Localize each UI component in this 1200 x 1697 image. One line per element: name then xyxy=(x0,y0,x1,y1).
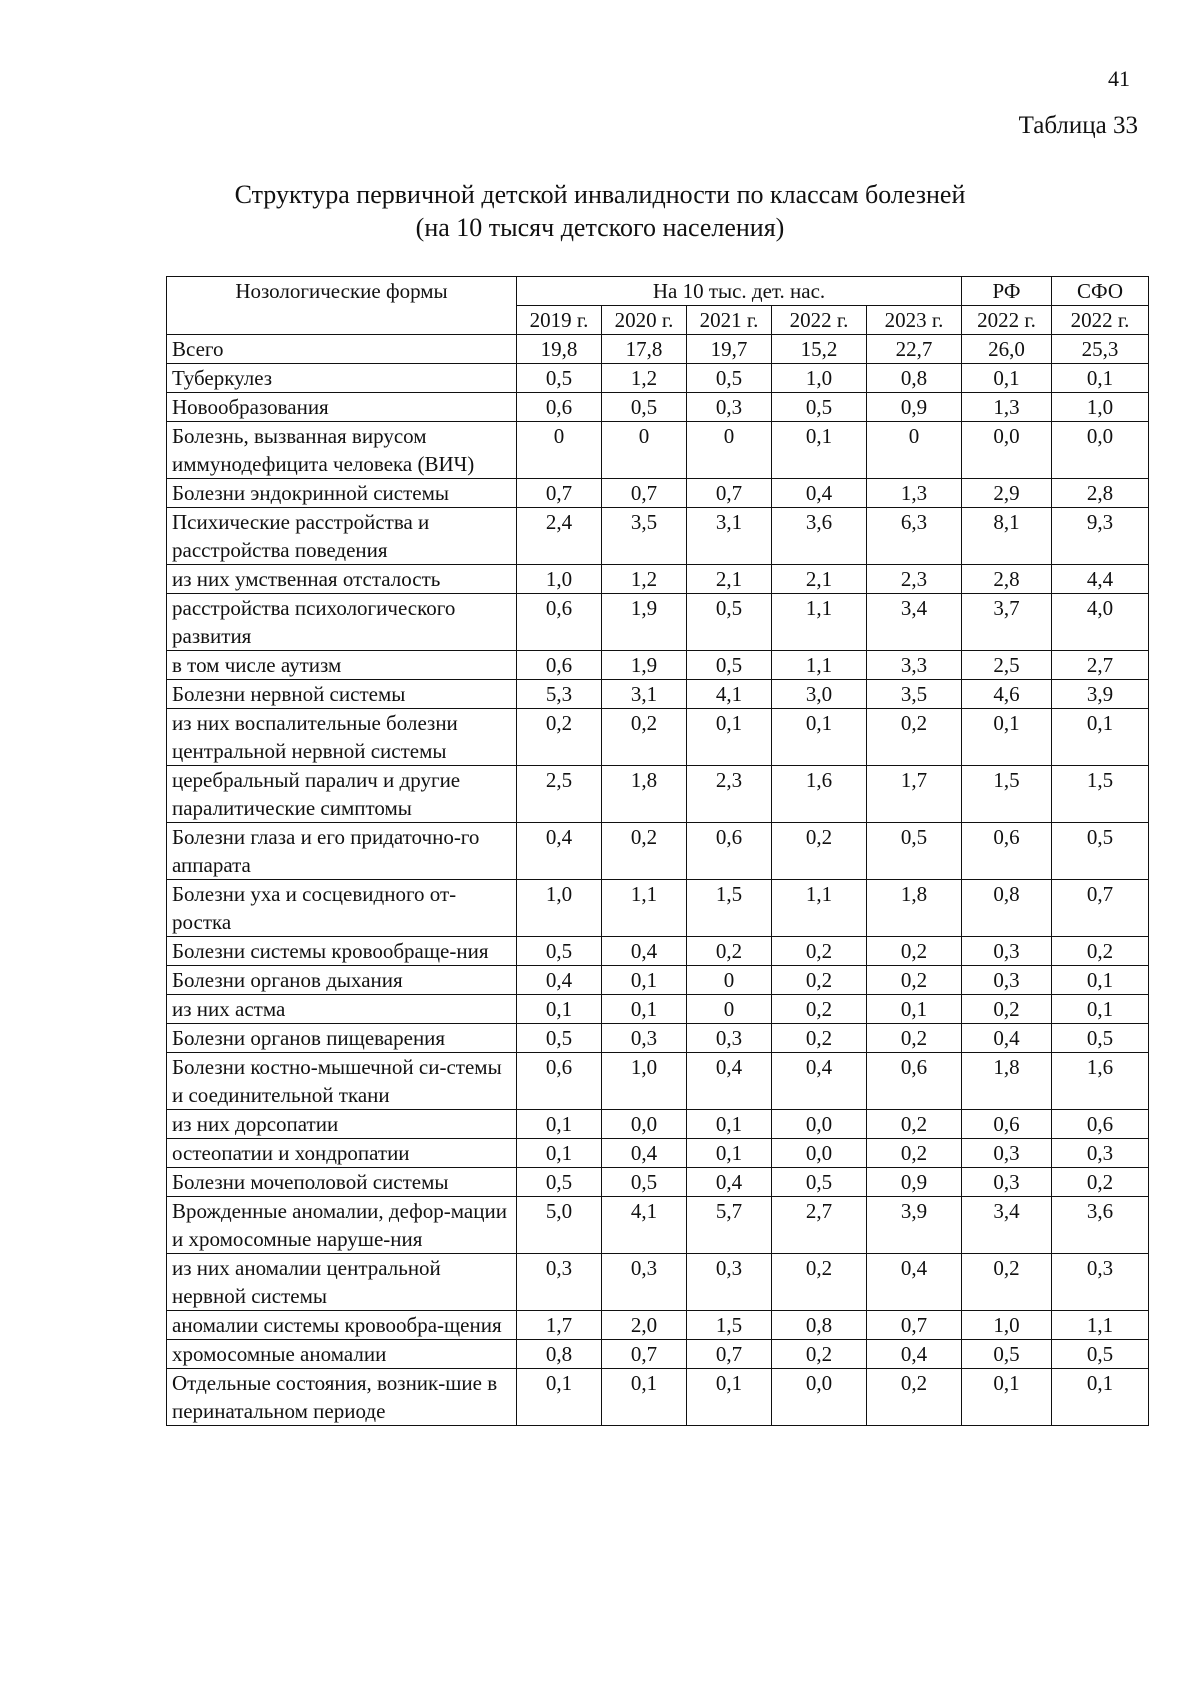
row-value: 0,6 xyxy=(962,1110,1052,1139)
table-row xyxy=(167,995,1149,1024)
row-label: из них дорсопатии xyxy=(167,1110,517,1139)
table-row xyxy=(167,479,1149,508)
row-value: 0,1 xyxy=(867,995,962,1024)
row-value: 0,2 xyxy=(1052,1168,1149,1197)
row-value: 2,0 xyxy=(602,1311,687,1340)
row-value: 3,3 xyxy=(867,651,962,680)
table-row xyxy=(167,1024,1149,1053)
row-label: Болезни органов дыхания xyxy=(167,966,517,995)
row-value: 0,5 xyxy=(687,594,772,651)
row-value: 1,0 xyxy=(772,364,867,393)
row-value: 0,4 xyxy=(517,966,602,995)
row-value: 3,0 xyxy=(772,680,867,709)
row-value: 0,2 xyxy=(772,995,867,1024)
row-value: 0,7 xyxy=(867,1311,962,1340)
row-value: 1,1 xyxy=(772,651,867,680)
row-value: 0 xyxy=(867,422,962,479)
row-value: 0,1 xyxy=(1052,709,1149,766)
row-value: 0,1 xyxy=(687,1139,772,1168)
row-value: 0,3 xyxy=(962,937,1052,966)
table-row xyxy=(167,1311,1149,1340)
row-value: 1,8 xyxy=(602,766,687,823)
row-label: из них аномалии центральной нервной системы xyxy=(167,1254,517,1311)
row-value: 0,3 xyxy=(602,1254,687,1311)
row-label: Туберкулез xyxy=(167,364,517,393)
row-value: 3,4 xyxy=(867,594,962,651)
row-value: 1,3 xyxy=(962,393,1052,422)
table-row xyxy=(167,937,1149,966)
row-value: 9,3 xyxy=(1052,508,1149,565)
row-label: Болезни костно-мышечной си-стемы и соединительной ткани xyxy=(167,1053,517,1110)
row-value: 3,6 xyxy=(1052,1197,1149,1254)
row-value: 1,7 xyxy=(517,1311,602,1340)
table-label: Таблица 33 xyxy=(1018,112,1138,139)
row-value: 3,5 xyxy=(602,508,687,565)
row-value: 0,5 xyxy=(1052,823,1149,880)
table-row xyxy=(167,1369,1149,1426)
row-value: 0,3 xyxy=(962,1168,1052,1197)
row-value: 0,4 xyxy=(772,1053,867,1110)
row-value: 0,3 xyxy=(962,1139,1052,1168)
row-value: 0,3 xyxy=(687,1254,772,1311)
row-value: 0,7 xyxy=(602,479,687,508)
row-value: 0,0 xyxy=(962,422,1052,479)
row-value: 1,0 xyxy=(517,565,602,594)
row-value: 0,5 xyxy=(602,393,687,422)
row-value: 3,1 xyxy=(687,508,772,565)
row-value: 3,1 xyxy=(602,680,687,709)
row-label: Болезни мочеполовой системы xyxy=(167,1168,517,1197)
row-value: 2,8 xyxy=(962,565,1052,594)
row-label: из них астма xyxy=(167,995,517,1024)
row-value: 0,5 xyxy=(687,364,772,393)
row-value: 0,6 xyxy=(1052,1110,1149,1139)
row-value: 0,0 xyxy=(772,1110,867,1139)
row-value: 1,0 xyxy=(602,1053,687,1110)
row-value: 0,0 xyxy=(772,1139,867,1168)
row-value: 2,7 xyxy=(1052,651,1149,680)
row-label: Новообразования xyxy=(167,393,517,422)
row-label: Болезни эндокринной системы xyxy=(167,479,517,508)
row-value: 0,4 xyxy=(602,1139,687,1168)
row-value: 2,5 xyxy=(962,651,1052,680)
row-value: 0,1 xyxy=(1052,995,1149,1024)
row-value: 0,2 xyxy=(602,709,687,766)
row-value: 0,1 xyxy=(602,995,687,1024)
table-row xyxy=(167,1110,1149,1139)
row-label: аномалии системы кровообра-щения xyxy=(167,1311,517,1340)
row-label: Болезни органов пищеварения xyxy=(167,1024,517,1053)
row-value: 15,2 xyxy=(772,335,867,364)
row-value: 0,3 xyxy=(687,1024,772,1053)
row-value: 1,0 xyxy=(1052,393,1149,422)
row-value: 0,3 xyxy=(517,1254,602,1311)
row-value: 3,5 xyxy=(867,680,962,709)
row-label: из них умственная отсталость xyxy=(167,565,517,594)
disability-table xyxy=(166,276,1149,1426)
row-label: Болезни системы кровообраще-ния xyxy=(167,937,517,966)
row-label: Болезнь, вызванная вирусом иммунодефицита человека (ВИЧ) xyxy=(167,422,517,479)
row-value: 25,3 xyxy=(1052,335,1149,364)
row-value: 0,6 xyxy=(517,594,602,651)
row-value: 0,0 xyxy=(602,1110,687,1139)
table-row xyxy=(167,1197,1149,1254)
row-value: 0,3 xyxy=(602,1024,687,1053)
row-value: 4,4 xyxy=(1052,565,1149,594)
row-value: 0,2 xyxy=(867,1110,962,1139)
row-value: 0,2 xyxy=(867,1024,962,1053)
row-value: 1,6 xyxy=(772,766,867,823)
row-value: 1,5 xyxy=(687,1311,772,1340)
row-value: 2,1 xyxy=(687,565,772,594)
row-value: 1,1 xyxy=(1052,1311,1149,1340)
row-value: 2,1 xyxy=(772,565,867,594)
row-label: Отдельные состояния, возник-шие в перинатальном периоде xyxy=(167,1369,517,1426)
row-value: 0,2 xyxy=(772,1024,867,1053)
row-label: Врожденные аномалии, дефор-мации и хромосомные наруше-ния xyxy=(167,1197,517,1254)
row-value: 0 xyxy=(687,422,772,479)
row-label: в том числе аутизм xyxy=(167,651,517,680)
row-value: 0,1 xyxy=(517,1110,602,1139)
row-value: 5,7 xyxy=(687,1197,772,1254)
row-value: 0,8 xyxy=(517,1340,602,1369)
row-value: 0,5 xyxy=(1052,1340,1149,1369)
table-row xyxy=(167,651,1149,680)
row-label: остеопатии и хондропатии xyxy=(167,1139,517,1168)
row-value: 0,2 xyxy=(772,823,867,880)
row-value: 2,4 xyxy=(517,508,602,565)
row-value: 1,1 xyxy=(772,594,867,651)
table-row xyxy=(167,565,1149,594)
row-value: 0,5 xyxy=(602,1168,687,1197)
row-value: 0,5 xyxy=(772,393,867,422)
row-value: 0,9 xyxy=(867,1168,962,1197)
row-value: 22,7 xyxy=(867,335,962,364)
row-value: 1,0 xyxy=(962,1311,1052,1340)
row-value: 0 xyxy=(517,422,602,479)
row-value: 8,1 xyxy=(962,508,1052,565)
row-value: 0,3 xyxy=(962,966,1052,995)
row-value: 1,8 xyxy=(962,1053,1052,1110)
table-row xyxy=(167,880,1149,937)
row-value: 0,4 xyxy=(602,937,687,966)
row-value: 1,5 xyxy=(962,766,1052,823)
row-value: 4,1 xyxy=(602,1197,687,1254)
row-value: 1,9 xyxy=(602,594,687,651)
row-value: 1,6 xyxy=(1052,1053,1149,1110)
row-value: 0,1 xyxy=(1052,1369,1149,1426)
row-value: 0,1 xyxy=(962,1369,1052,1426)
row-value: 0,1 xyxy=(517,1369,602,1426)
row-label: церебральный паралич и другие паралитические симптомы xyxy=(167,766,517,823)
row-value: 0,2 xyxy=(772,1254,867,1311)
row-value: 0,2 xyxy=(962,1254,1052,1311)
row-value: 0,1 xyxy=(517,995,602,1024)
row-value: 0,2 xyxy=(867,1369,962,1426)
row-value: 0,2 xyxy=(962,995,1052,1024)
row-value: 0,3 xyxy=(687,393,772,422)
table-title xyxy=(0,178,1200,244)
row-value: 0,2 xyxy=(517,709,602,766)
row-value: 4,6 xyxy=(962,680,1052,709)
header-year: 2022 г. xyxy=(962,306,1052,335)
row-value: 0,1 xyxy=(602,1369,687,1426)
row-value: 0,6 xyxy=(517,393,602,422)
row-value: 0,2 xyxy=(867,709,962,766)
row-value: 0,2 xyxy=(1052,937,1149,966)
row-value: 0,4 xyxy=(772,479,867,508)
table-row xyxy=(167,766,1149,823)
row-value: 0,4 xyxy=(517,823,602,880)
row-value: 0,4 xyxy=(687,1168,772,1197)
row-value: 0,1 xyxy=(687,1369,772,1426)
row-value: 0,8 xyxy=(772,1311,867,1340)
row-value: 0,7 xyxy=(687,479,772,508)
table-row xyxy=(167,1139,1149,1168)
table-row xyxy=(167,1168,1149,1197)
row-value: 26,0 xyxy=(962,335,1052,364)
row-value: 0,5 xyxy=(517,1024,602,1053)
row-value: 0,7 xyxy=(602,1340,687,1369)
row-value: 0,5 xyxy=(517,364,602,393)
row-value: 1,2 xyxy=(602,364,687,393)
row-value: 0,1 xyxy=(1052,966,1149,995)
row-value: 0,6 xyxy=(517,651,602,680)
row-value: 0 xyxy=(687,966,772,995)
row-value: 4,0 xyxy=(1052,594,1149,651)
header-year: 2023 г. xyxy=(867,306,962,335)
row-value: 3,9 xyxy=(1052,680,1149,709)
header-per10k-group: На 10 тыс. дет. нас. xyxy=(517,277,962,306)
table-row xyxy=(167,709,1149,766)
header-year: 2022 г. xyxy=(772,306,867,335)
row-value: 0,1 xyxy=(687,709,772,766)
row-label: хромосомные аномалии xyxy=(167,1340,517,1369)
row-value: 0,2 xyxy=(772,937,867,966)
row-label: из них воспалительные болезни центральной нервной системы xyxy=(167,709,517,766)
table-row xyxy=(167,335,1149,364)
table-row xyxy=(167,364,1149,393)
row-value: 0 xyxy=(687,995,772,1024)
header-year: 2021 г. xyxy=(687,306,772,335)
row-label: Болезни уха и сосцевидного от-ростка xyxy=(167,880,517,937)
row-value: 1,7 xyxy=(867,766,962,823)
row-value: 0,7 xyxy=(1052,880,1149,937)
row-value: 1,3 xyxy=(867,479,962,508)
row-value: 0,4 xyxy=(687,1053,772,1110)
row-value: 0,0 xyxy=(772,1369,867,1426)
row-value: 1,9 xyxy=(602,651,687,680)
row-value: 1,5 xyxy=(1052,766,1149,823)
row-value: 0,8 xyxy=(962,880,1052,937)
row-value: 0,1 xyxy=(1052,364,1149,393)
row-value: 2,9 xyxy=(962,479,1052,508)
row-value: 0,2 xyxy=(867,966,962,995)
row-value: 0,1 xyxy=(687,1110,772,1139)
row-value: 5,0 xyxy=(517,1197,602,1254)
header-year: 2019 г. xyxy=(517,306,602,335)
title-line-1: Структура первичной детской инвалидности по классам болезней xyxy=(234,180,966,209)
row-value: 0,7 xyxy=(687,1340,772,1369)
row-value: 3,6 xyxy=(772,508,867,565)
table-row xyxy=(167,422,1149,479)
row-value: 0,1 xyxy=(962,364,1052,393)
row-value: 19,8 xyxy=(517,335,602,364)
row-value: 0,5 xyxy=(517,937,602,966)
row-value: 0,1 xyxy=(772,709,867,766)
table-row xyxy=(167,1053,1149,1110)
header-rf: РФ xyxy=(962,277,1052,306)
row-value: 2,5 xyxy=(517,766,602,823)
row-value: 6,3 xyxy=(867,508,962,565)
row-value: 0,2 xyxy=(602,823,687,880)
row-label: Болезни глаза и его придаточно-го аппарата xyxy=(167,823,517,880)
row-value: 0,2 xyxy=(772,1340,867,1369)
row-value: 0,0 xyxy=(1052,422,1149,479)
row-value: 0,5 xyxy=(1052,1024,1149,1053)
table-row xyxy=(167,393,1149,422)
row-value: 5,3 xyxy=(517,680,602,709)
row-value: 1,8 xyxy=(867,880,962,937)
row-value: 0,5 xyxy=(687,651,772,680)
row-value: 0,4 xyxy=(867,1254,962,1311)
row-value: 2,7 xyxy=(772,1197,867,1254)
table-row xyxy=(167,508,1149,565)
row-value: 3,9 xyxy=(867,1197,962,1254)
row-value: 0,2 xyxy=(772,966,867,995)
row-value: 0,1 xyxy=(772,422,867,479)
table-row xyxy=(167,680,1149,709)
table-row xyxy=(167,1254,1149,1311)
header-year: 2022 г. xyxy=(1052,306,1149,335)
table-row xyxy=(167,594,1149,651)
row-value: 0,5 xyxy=(517,1168,602,1197)
table-row xyxy=(167,823,1149,880)
row-value: 4,1 xyxy=(687,680,772,709)
row-value: 0,5 xyxy=(772,1168,867,1197)
row-label: Болезни нервной системы xyxy=(167,680,517,709)
row-value: 0,1 xyxy=(517,1139,602,1168)
row-value: 0,5 xyxy=(867,823,962,880)
row-value: 3,7 xyxy=(962,594,1052,651)
row-value: 3,4 xyxy=(962,1197,1052,1254)
row-value: 0,3 xyxy=(1052,1254,1149,1311)
row-value: 0,1 xyxy=(962,709,1052,766)
row-value: 0,9 xyxy=(867,393,962,422)
row-label: Всего xyxy=(167,335,517,364)
row-value: 0,4 xyxy=(962,1024,1052,1053)
row-value: 1,2 xyxy=(602,565,687,594)
row-value: 0,1 xyxy=(602,966,687,995)
page-number: 41 xyxy=(1108,66,1130,91)
row-value: 0,6 xyxy=(517,1053,602,1110)
row-value: 1,1 xyxy=(602,880,687,937)
row-value: 0,2 xyxy=(687,937,772,966)
row-value: 0,5 xyxy=(962,1340,1052,1369)
row-value: 0,7 xyxy=(517,479,602,508)
row-value: 0,3 xyxy=(1052,1139,1149,1168)
row-value: 19,7 xyxy=(687,335,772,364)
header-year: 2020 г. xyxy=(602,306,687,335)
header-sfo: СФО xyxy=(1052,277,1149,306)
row-value: 2,3 xyxy=(687,766,772,823)
table-body xyxy=(167,335,1149,1426)
row-value: 0,8 xyxy=(867,364,962,393)
row-value: 0,6 xyxy=(962,823,1052,880)
row-value: 2,8 xyxy=(1052,479,1149,508)
title-line-2: (на 10 тысяч детского населения) xyxy=(415,213,785,242)
row-value: 1,1 xyxy=(772,880,867,937)
row-value: 1,0 xyxy=(517,880,602,937)
row-value: 0,6 xyxy=(867,1053,962,1110)
row-value: 0,6 xyxy=(687,823,772,880)
row-value: 17,8 xyxy=(602,335,687,364)
row-value: 0,4 xyxy=(867,1340,962,1369)
row-value: 1,5 xyxy=(687,880,772,937)
row-label: Психические расстройства и расстройства поведения xyxy=(167,508,517,565)
header-nosology: Нозологические формы xyxy=(167,277,517,335)
row-value: 0,2 xyxy=(867,1139,962,1168)
row-value: 0 xyxy=(602,422,687,479)
row-value: 2,3 xyxy=(867,565,962,594)
table-row xyxy=(167,966,1149,995)
table-row xyxy=(167,1340,1149,1369)
row-label: расстройства психологического развития xyxy=(167,594,517,651)
row-value: 0,2 xyxy=(867,937,962,966)
